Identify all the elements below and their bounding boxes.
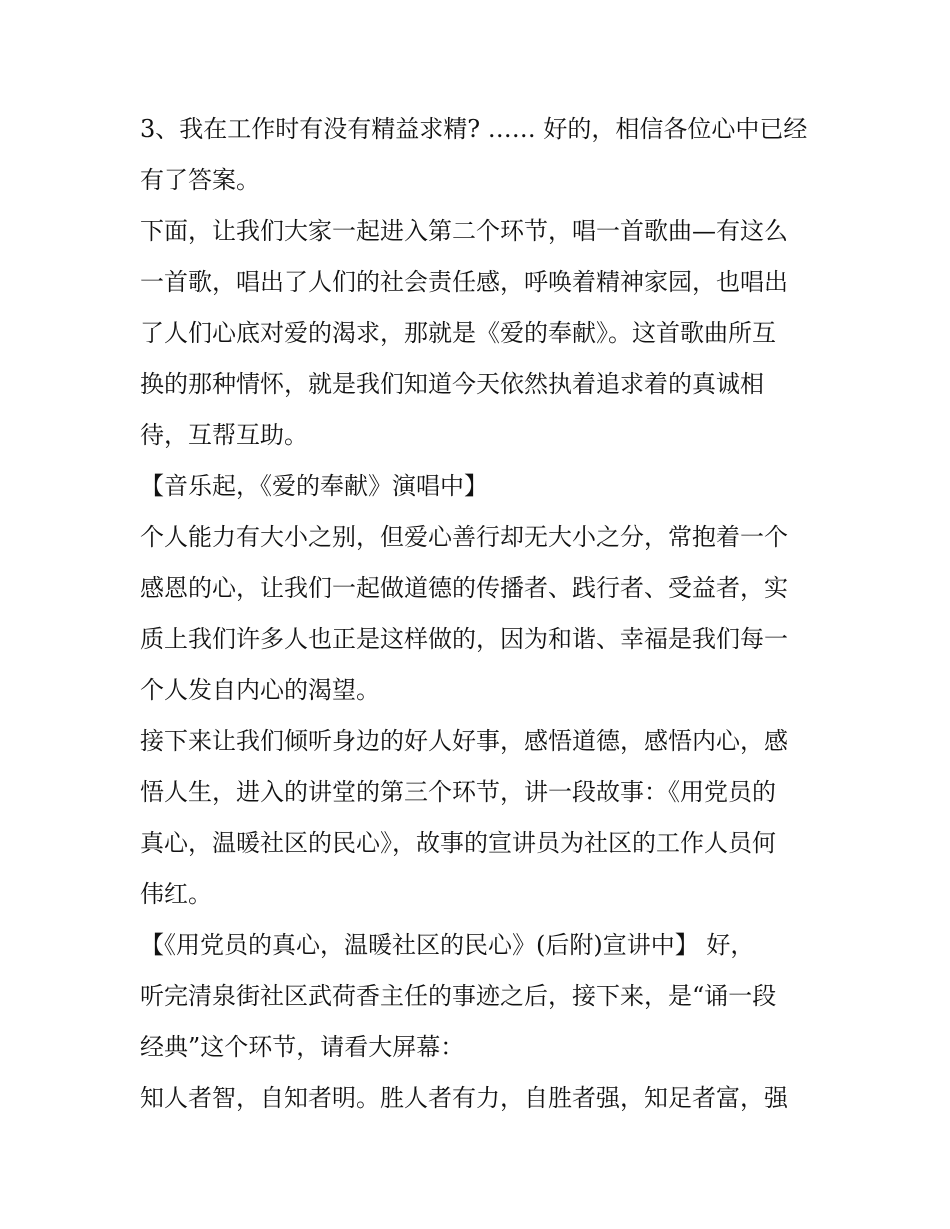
text-line: 了人们心底对爱的渴求，那就是《爱的奉献》。这首歌曲所互 xyxy=(140,319,776,347)
text-line: 一首歌，唱出了人们的社会责任感，呼唤着精神家园，也唱出 xyxy=(140,268,788,296)
text-line: 个人能力有大小之别，但爱心善行却无大小之分，常抱着一个 xyxy=(140,523,788,551)
document-body xyxy=(140,104,820,1124)
text-line: 【《用党员的真心，温暖社区的民心》(后附)宣讲中】 好， xyxy=(140,931,755,959)
text-line: 下面，让我们大家一起进入第二个环节，唱一首歌曲—有这么 xyxy=(140,217,788,245)
text-line: 有了答案。 xyxy=(140,166,260,194)
text-line: 待，互帮互助。 xyxy=(140,421,308,449)
text-line: 接下来让我们倾听身边的好人好事，感悟道德，感悟内心，感 xyxy=(140,727,788,755)
text-line: 真心，温暖社区的民心》，故事的宣讲员为社区的工作人员何 xyxy=(140,829,776,857)
text-line: 质上我们许多人也正是这样做的，因为和谐、幸福是我们每一 xyxy=(140,625,788,653)
text-line: 个人发自内心的渴望。 xyxy=(140,676,380,704)
text-line: 换的那种情怀，就是我们知道今天依然执着追求着的真诚相 xyxy=(140,370,764,398)
text-line: 感恩的心，让我们一起做道德的传播者、践行者、受益者，实 xyxy=(140,574,788,602)
text-line: 3、我在工作时有没有精益求精? …… 好的，相信各位心中已经 xyxy=(140,115,808,143)
text-line: 伟红。 xyxy=(140,880,212,908)
text-line: 知人者智，自知者明。胜人者有力，自胜者强，知足者富，强 xyxy=(140,1084,788,1112)
text-line: 经典”这个环节，请看大屏幕： xyxy=(140,1033,465,1061)
text-line: 【音乐起，《爱的奉献》演唱中】 xyxy=(140,472,488,500)
text-line: 悟人生，进入的讲堂的第三个环节，讲一段故事：《用党员的 xyxy=(140,778,776,806)
text-line: 听完清泉街社区武荷香主任的事迹之后，接下来，是“诵一段 xyxy=(140,982,777,1010)
